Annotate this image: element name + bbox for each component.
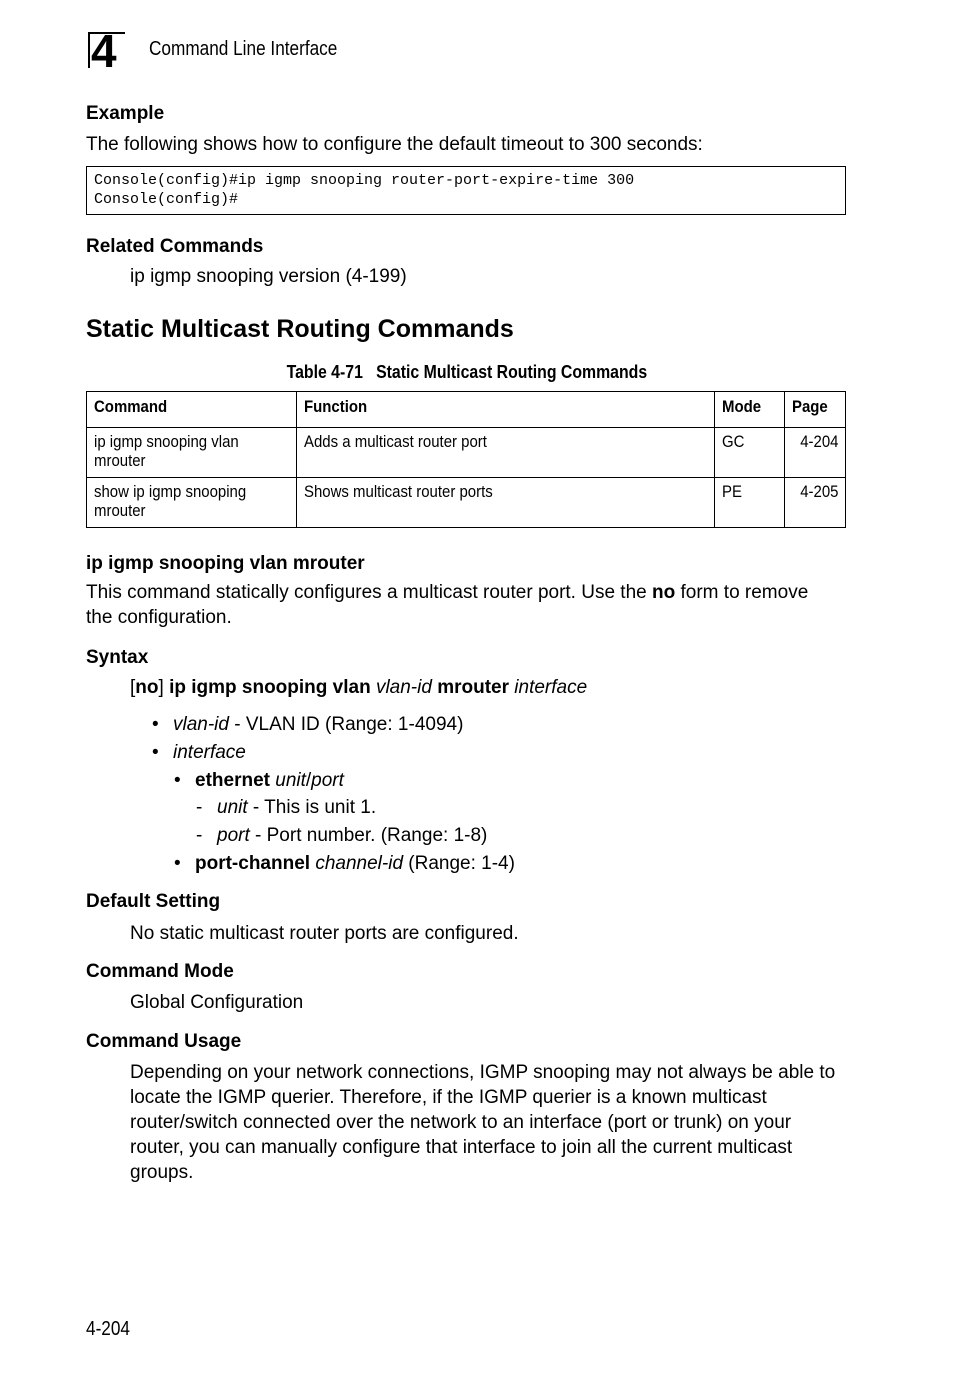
default-setting-heading: Default Setting: [86, 891, 221, 912]
command-description: This command statically configures a multicast router port. Use the no form to remove the configuration.: [86, 582, 809, 628]
bullet-icon: •: [174, 853, 181, 874]
cell-mode: GC: [715, 428, 785, 478]
command-usage-text: Depending on your network connections, IGMP snooping may not always be able to locate the IGMP querier. Therefore, if the IGMP querier is a known multicast router/switch connected over the network to an interface (port or trunk) on your router, you can manually configure that interface to join all the current multicast groups.: [130, 1062, 836, 1183]
cell-page: 4-205: [784, 478, 845, 528]
command-mode-heading: Command Mode: [86, 961, 234, 982]
bullet-icon: •: [152, 714, 159, 735]
table-row: [87, 428, 846, 478]
table-caption: [0, 362, 934, 383]
code-line: Console(config)#ip igmp snooping router-port-expire-time 300: [94, 172, 635, 189]
header-page: Page: [784, 392, 845, 428]
bullet-icon: •: [152, 742, 159, 763]
param-ethernet: ethernet unit/port: [195, 770, 344, 791]
cell-mode: PE: [715, 478, 785, 528]
param-vlan-id: vlan-id - VLAN ID (Range: 1-4094): [173, 714, 464, 735]
related-commands-heading: Related Commands: [86, 236, 264, 257]
running-head: Command Line Interface: [149, 38, 338, 60]
chapter-number: 4: [91, 25, 117, 77]
cell-command: show ip igmp snooping mrouter: [87, 478, 297, 528]
table-caption-text: Table 4-71 Static Multicast Routing Commands: [286, 362, 648, 382]
param-interface: interface: [173, 742, 246, 763]
cell-function: Shows multicast router ports: [296, 478, 714, 528]
related-command-item: ip igmp snooping version (4-199): [130, 266, 407, 287]
default-setting-text: No static multicast router ports are configured.: [130, 923, 519, 944]
dash-icon: -: [196, 825, 203, 846]
syntax-heading: Syntax: [86, 647, 149, 668]
code-block: [86, 166, 846, 215]
cell-function: Adds a multicast router port: [296, 428, 714, 478]
cell-page: 4-204: [784, 428, 845, 478]
header-function: Function: [296, 392, 714, 428]
page-number: 4-204: [86, 1318, 130, 1340]
table-row: [87, 478, 846, 528]
param-unit: unit - This is unit 1.: [217, 797, 377, 818]
section-title: Static Multicast Routing Commands: [86, 315, 514, 343]
commands-table: [86, 391, 846, 528]
example-heading: Example: [86, 103, 165, 124]
header-command: Command: [87, 392, 297, 428]
cell-command: ip igmp snooping vlan mrouter: [87, 428, 297, 478]
param-port-channel: port-channel channel-id (Range: 1-4): [195, 853, 515, 874]
param-port: port - Port number. (Range: 1-8): [217, 825, 488, 846]
example-intro: The following shows how to configure the default timeout to 300 seconds:: [86, 134, 703, 155]
command-usage-heading: Command Usage: [86, 1031, 242, 1052]
code-line: Console(config)#: [94, 191, 239, 208]
dash-icon: -: [196, 797, 203, 818]
command-mode-text: Global Configuration: [130, 992, 304, 1013]
table-header-row: [87, 392, 846, 428]
syntax-line: [no] ip igmp snooping vlan vlan-id mrouter interface: [130, 677, 588, 698]
header-mode: Mode: [715, 392, 785, 428]
command-title: ip igmp snooping vlan mrouter: [86, 553, 365, 574]
bullet-icon: •: [174, 770, 181, 791]
